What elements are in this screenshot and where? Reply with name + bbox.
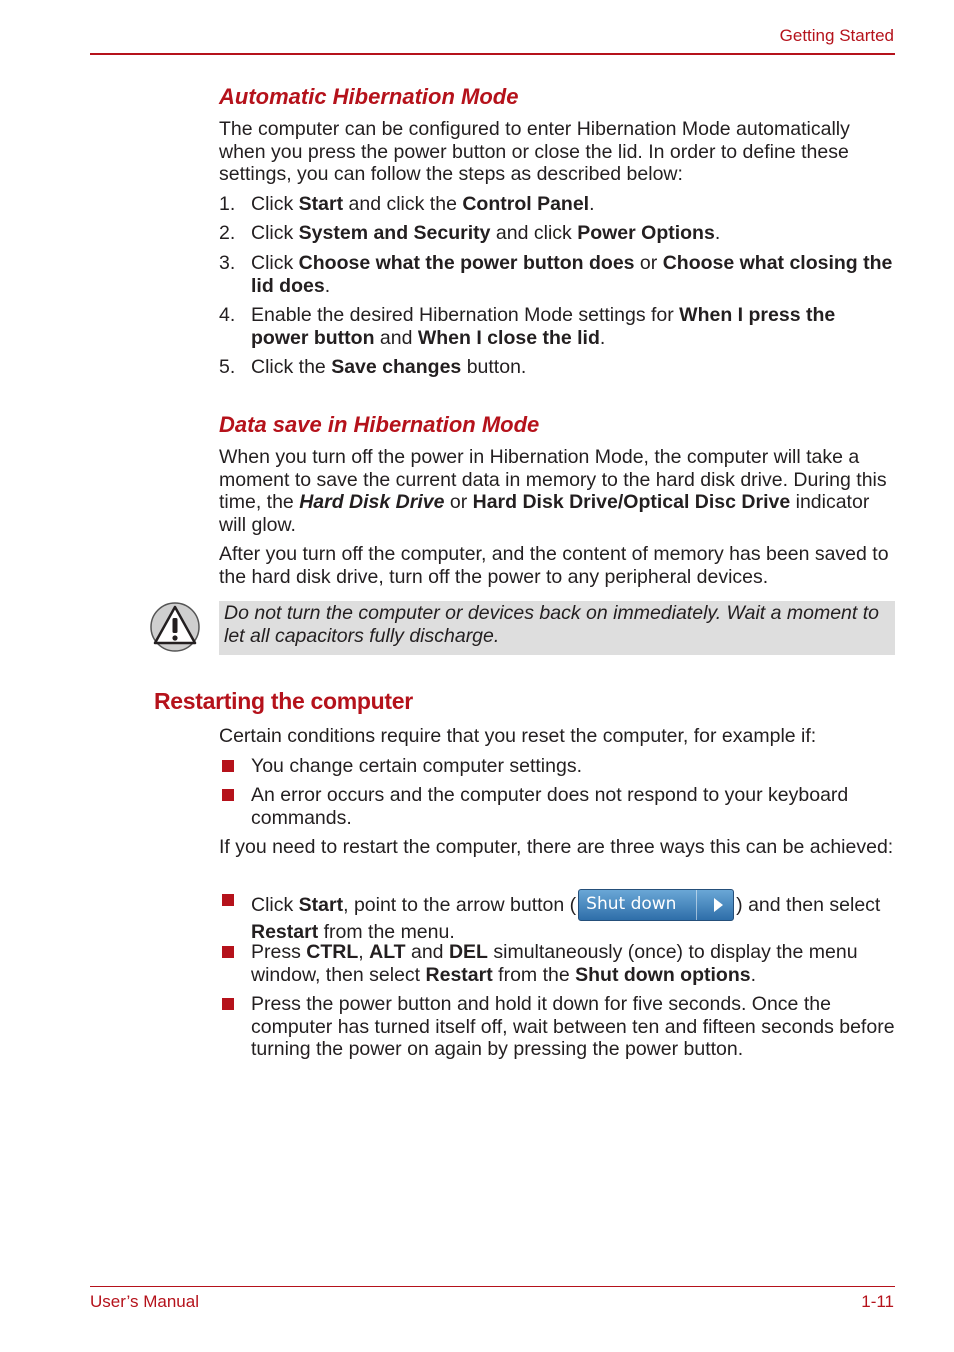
body-text: or [444, 491, 473, 513]
step-text: button. [461, 356, 527, 378]
list-item [219, 252, 895, 297]
body-text: Certain conditions require that you reset the computer, for example if: [219, 725, 817, 747]
paragraph-data-save [219, 446, 895, 536]
body-text: When you turn off the power in Hibernation Mode, the computer will take a moment to save the current data in memory to the hard disk drive. During this time, the [219, 446, 887, 513]
step-text: Click [251, 193, 299, 215]
shut-down-button [578, 889, 734, 921]
step-text: . [589, 193, 595, 215]
restart-term: Restart [251, 921, 319, 943]
step-text: . [714, 222, 721, 244]
list-item [219, 784, 895, 829]
warning-note [219, 601, 895, 655]
list-item [219, 304, 895, 349]
step-bold: Control Panel [462, 193, 590, 215]
paragraph-intro [219, 118, 895, 186]
list-item [219, 993, 895, 1061]
step-number: 1. [219, 193, 236, 215]
warning-icon [149, 601, 201, 653]
shut-down-options-term: Shut down options [575, 963, 751, 986]
step-number: 2. [219, 222, 236, 244]
step-bold: When I close the lid [417, 326, 600, 349]
shut-down-button-label: Shut down [586, 894, 677, 914]
bullet-text: , [358, 941, 370, 963]
step-text: Enable the desired Hibernation Mode settings for [251, 304, 680, 326]
body-text: If you need to restart the computer, there are three ways this can be achieved: [219, 836, 894, 858]
heading-restarting: Restarting the computer [154, 688, 413, 714]
bullet-text: Click [251, 894, 299, 916]
step-text: Click [251, 252, 299, 274]
step-text: Click [251, 222, 299, 244]
step-text: and [374, 326, 418, 349]
step-number: 5. [219, 356, 236, 378]
hdd-indicator-term: Hard Disk Drive [299, 491, 445, 513]
heading-automatic-hibernation: Automatic Hibernation Mode [219, 84, 519, 109]
bullet-square [222, 946, 234, 958]
list-item [219, 356, 895, 379]
bullet-text: Press the power button and hold it down for five seconds. Once the computer has turned itself off, wait between ten and fifteen seconds before turning the power on again by pressing the power button. [251, 993, 895, 1060]
step-text: and click the [343, 193, 463, 215]
paragraph-restart-ways [219, 836, 895, 859]
list-item [219, 193, 895, 216]
bullet-text: . [750, 963, 756, 986]
intro-text: The computer can be configured to enter Hibernation Mode automatically when you press the power button or close the lid. In order to define these settings, you can follow the steps as described below: [219, 118, 850, 185]
step-text: or [634, 252, 663, 274]
step-number: 4. [219, 304, 236, 326]
warning-note-text: Do not turn the computer or devices back on immediately. Wait a moment to let all capacitors fully discharge. [224, 602, 879, 647]
bullet-square [222, 894, 234, 906]
footer-manual: User’s Manual [90, 1292, 199, 1311]
step-bold: Start [298, 193, 344, 215]
step-text: . [324, 274, 331, 297]
bullet-text: , point to the arrow button ( [343, 894, 577, 916]
paragraph-restart-intro [219, 725, 895, 748]
key-del: DEL [448, 941, 488, 963]
bullet-square [222, 760, 234, 772]
body-text: indicator will glow. [219, 491, 870, 536]
bullet-text: An error occurs and the computer does not respond to your keyboard commands. [251, 784, 849, 829]
step-text: . [599, 326, 606, 349]
step-bold: Power Options [577, 222, 715, 244]
step-bold: Save changes [331, 356, 462, 378]
bullet-text: Press [251, 941, 307, 963]
bullet-text: simultaneously (once) to display the menu window, then select [251, 941, 858, 986]
list-item [219, 941, 895, 986]
key-ctrl: CTRL [306, 941, 359, 963]
step-bold: When I press the power button [251, 304, 836, 349]
shut-down-divider [696, 890, 697, 920]
running-header: Getting Started [779, 26, 894, 45]
footer-rule [90, 1286, 895, 1287]
bullet-square [222, 789, 234, 801]
heading-data-save: Data save in Hibernation Mode [219, 412, 540, 437]
page-number: 1-11 [861, 1292, 894, 1311]
step-text: and click [490, 222, 578, 244]
bullet-text: You change certain computer settings. [251, 755, 582, 777]
hdd-odd-indicator-term: Hard Disk Drive/Optical Disc Drive [472, 491, 791, 513]
paragraph-after-off [219, 543, 895, 588]
step-bold: System and Security [298, 222, 491, 244]
step-bold: Choose what the power button does [298, 252, 635, 274]
bullet-square [222, 998, 234, 1010]
step-text: Click the [251, 356, 332, 378]
header-rule [90, 53, 895, 55]
restart-term: Restart [425, 963, 493, 986]
body-text: After you turn off the computer, and the content of memory has been saved to the hard disk drive, turn off the power to any peripheral devices. [219, 543, 889, 588]
list-item [219, 222, 895, 245]
key-alt: ALT [369, 941, 406, 963]
bullet-text: from the menu. [318, 921, 455, 943]
bullet-text: and [405, 941, 449, 963]
bullet-text: from the [492, 963, 576, 986]
list-item [219, 889, 895, 944]
step-bold: Choose what closing the lid does [251, 252, 893, 297]
bullet-text: ) and then select [736, 894, 881, 916]
step-number: 3. [219, 252, 236, 274]
arrow-right-icon [714, 898, 723, 912]
start-term: Start [298, 894, 344, 916]
list-item [219, 755, 895, 778]
